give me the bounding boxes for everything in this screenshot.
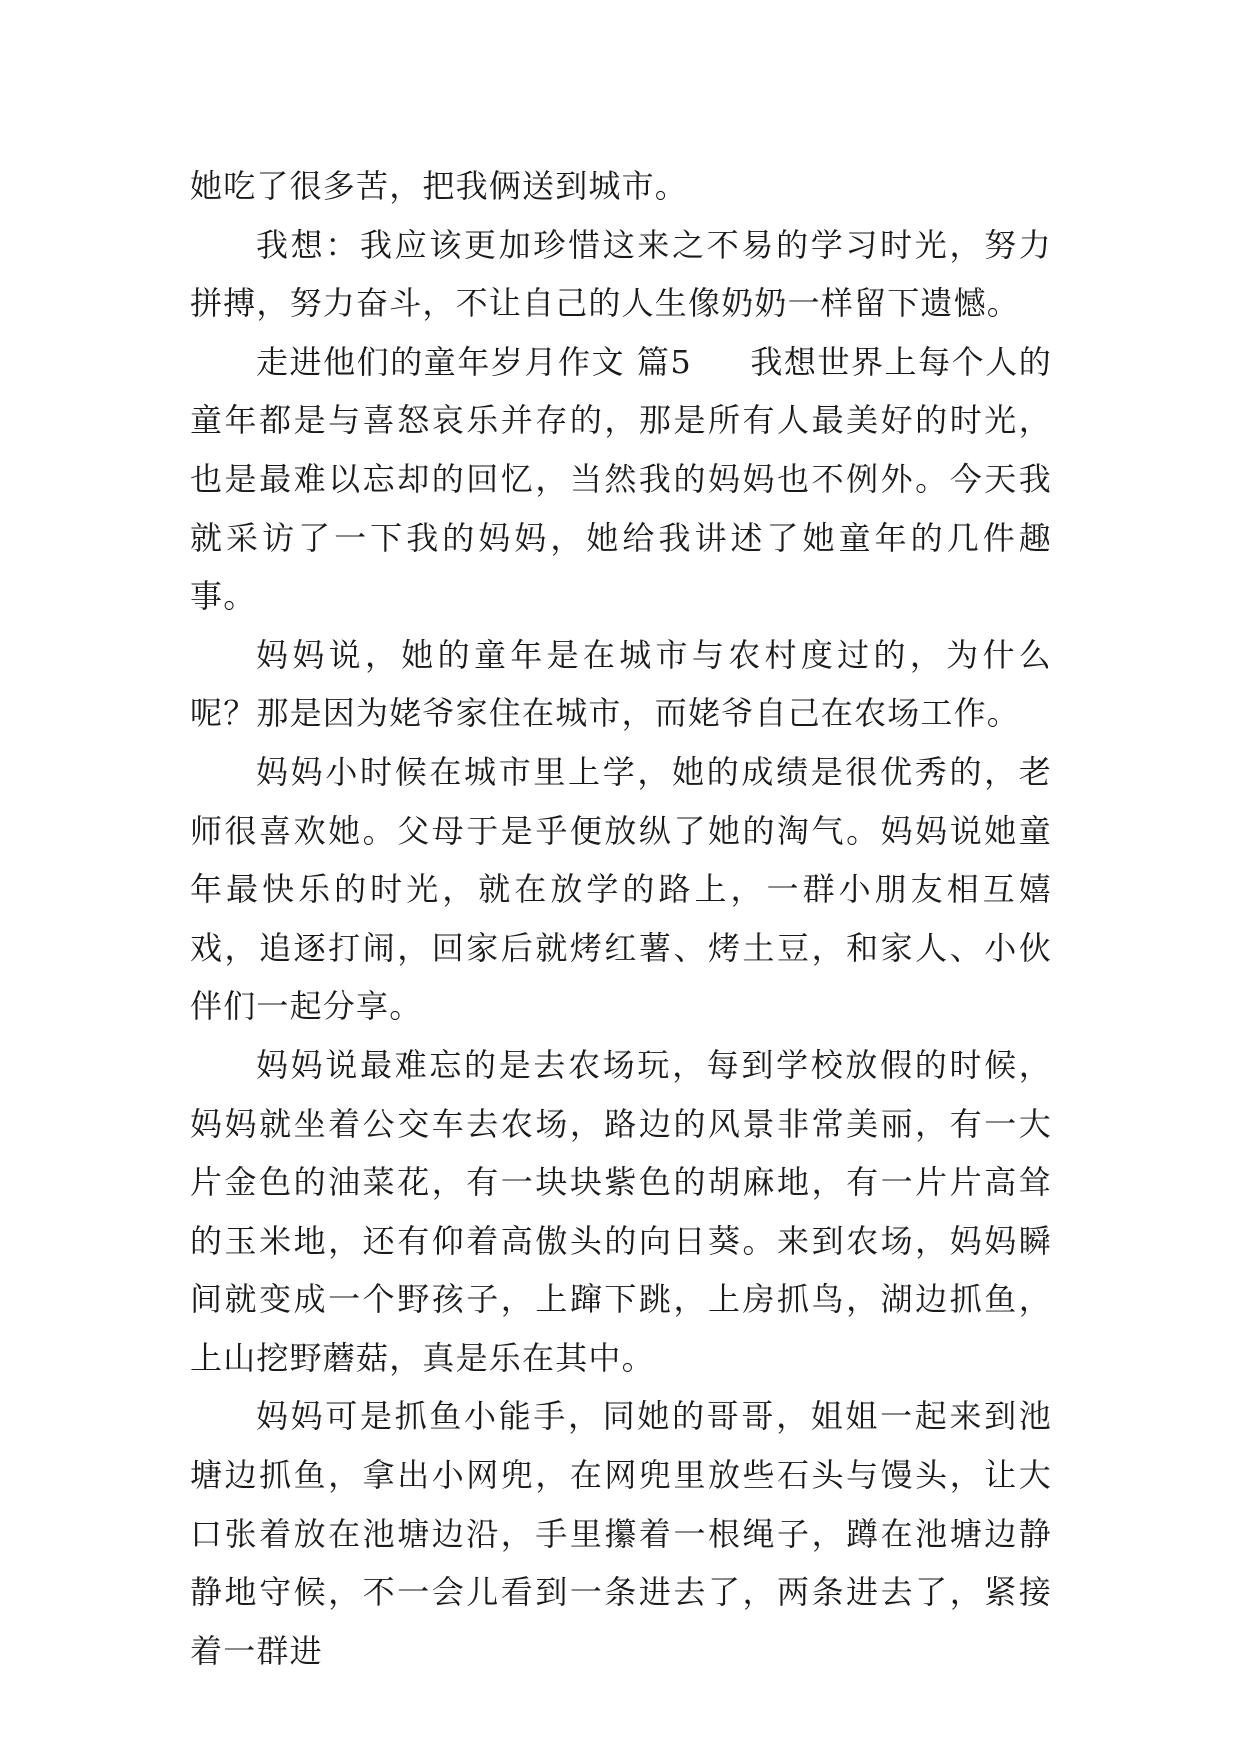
paragraph-3-text: 我想世界上每个人的童年都是与喜怒哀乐并存的，那是所有人最美好的时光，也是最难以忘却的回忆，当然我的妈妈也不例外。今天我就采访了一下我的妈妈，她给我讲述了她童年的几件趣事。 (190, 342, 1052, 616)
paragraph-4: 妈妈说，她的童年是在城市与农村度过的，为什么呢？那是因为姥爷家住在城市，而姥爷自己在农场工作。 (190, 635, 1052, 733)
paragraph-6: 妈妈说最难忘的是去农场玩，每到学校放假的时候，妈妈就坐着公交车去农场，路边的风景非常美丽，有一大片金色的油菜花，有一块块紫色的胡麻地，有一片片高耸的玉米地，还有仰着高傲头的向日葵。来到农场，妈妈瞬间就变成一个野孩子，上蹿下跳，上房抓鸟，湖边抓鱼，上山挖野蘑菇，真是乐在其中。 (190, 1045, 1052, 1377)
paragraph-1: 她吃了很多苦，把我俩送到城市。 (190, 167, 689, 205)
paragraph-5: 妈妈小时候在城市里上学，她的成绩是很优秀的，老师很喜欢她。父母于是乎便放纵了她的淘气。妈妈说她童年最快乐的时光，就在放学的路上，一群小朋友相互嬉戏，追逐打闹，回家后就烤红薯、烤土豆，和家人、小伙伴们一起分享。 (190, 752, 1052, 1026)
paragraph-2: 我想：我应该更加珍惜这来之不易的学习时光，努力拼搏，努力奋斗，不让自己的人生像奶奶一样留下遗憾。 (190, 225, 1052, 323)
section-heading: 走进他们的童年岁月作文 篇5 (256, 342, 692, 381)
paragraph-3 (190, 333, 1052, 626)
paragraph-7: 妈妈可是抓鱼小能手，同她的哥哥，姐姐一起来到池塘边抓鱼，拿出小网兜，在网兜里放些石头与馒头，让大口张着放在池塘边沿，手里攥着一根绳子，蹲在池塘边静静地守候，不一会儿看到一条进去了，两条进去了，紧接着一群进 (190, 1397, 1052, 1670)
document-body (190, 157, 1052, 1680)
